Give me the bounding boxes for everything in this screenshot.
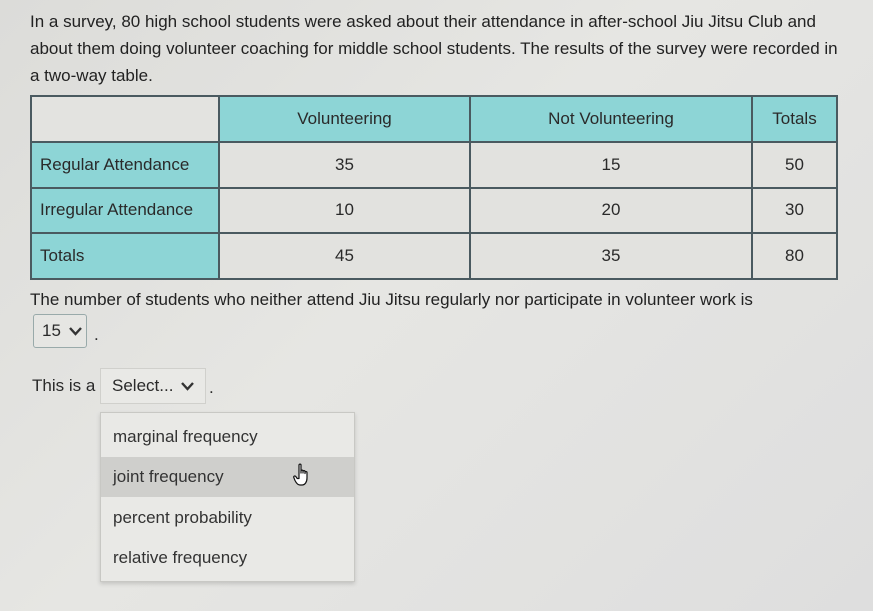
table-row [31, 233, 837, 279]
table-cell: 10 [219, 188, 470, 234]
option-marginal-frequency[interactable]: marginal frequency [113, 427, 258, 446]
table-row [31, 188, 837, 234]
table-cell: 50 [752, 142, 837, 188]
table-header-row [31, 96, 837, 142]
dropdown-selected-value: 15 [42, 321, 61, 340]
chevron-down-icon [69, 324, 82, 339]
table-cell: 35 [470, 233, 752, 279]
dropdown-placeholder: Select... [112, 376, 174, 395]
column-header-volunteering: Volunteering [219, 96, 470, 142]
table-row [31, 142, 837, 188]
table-cell: 20 [470, 188, 752, 234]
option-percent-probability[interactable]: percent probability [113, 508, 252, 527]
table-cell: 15 [470, 142, 752, 188]
table-cell: 35 [219, 142, 470, 188]
table-cell: 30 [752, 188, 837, 234]
hand-pointer-icon [293, 463, 313, 492]
row-header-totals: Totals [31, 233, 219, 279]
problem-statement: In a survey, 80 high school students were asked about their attendance in after-school Jiu Jitsu Club and about them doing volunteer coaching for middle school students. The results of the survey were recorded in a two-way table. [30, 12, 838, 85]
chevron-down-icon [181, 379, 194, 394]
table-corner-cell [31, 96, 219, 142]
column-header-totals: Totals [752, 96, 837, 142]
two-way-table [30, 95, 838, 280]
sentence-period: . [209, 378, 214, 397]
answer-dropdown-1[interactable] [33, 314, 87, 348]
row-header-regular-attendance: Regular Attendance [31, 142, 219, 188]
sentence-period: . [94, 325, 99, 344]
question-2-prefix: This is a [32, 376, 96, 395]
option-joint-frequency[interactable]: joint frequency [101, 457, 354, 497]
row-header-irregular-attendance: Irregular Attendance [31, 188, 219, 234]
question-1-text: The number of students who neither attend Jiu Jitsu regularly nor participate in volunteer work is [30, 290, 753, 309]
dropdown-options-menu [100, 412, 355, 582]
table-cell: 45 [219, 233, 470, 279]
column-header-not-volunteering: Not Volunteering [470, 96, 752, 142]
table-cell: 80 [752, 233, 837, 279]
answer-dropdown-2[interactable] [100, 368, 206, 404]
option-relative-frequency[interactable]: relative frequency [113, 548, 248, 567]
